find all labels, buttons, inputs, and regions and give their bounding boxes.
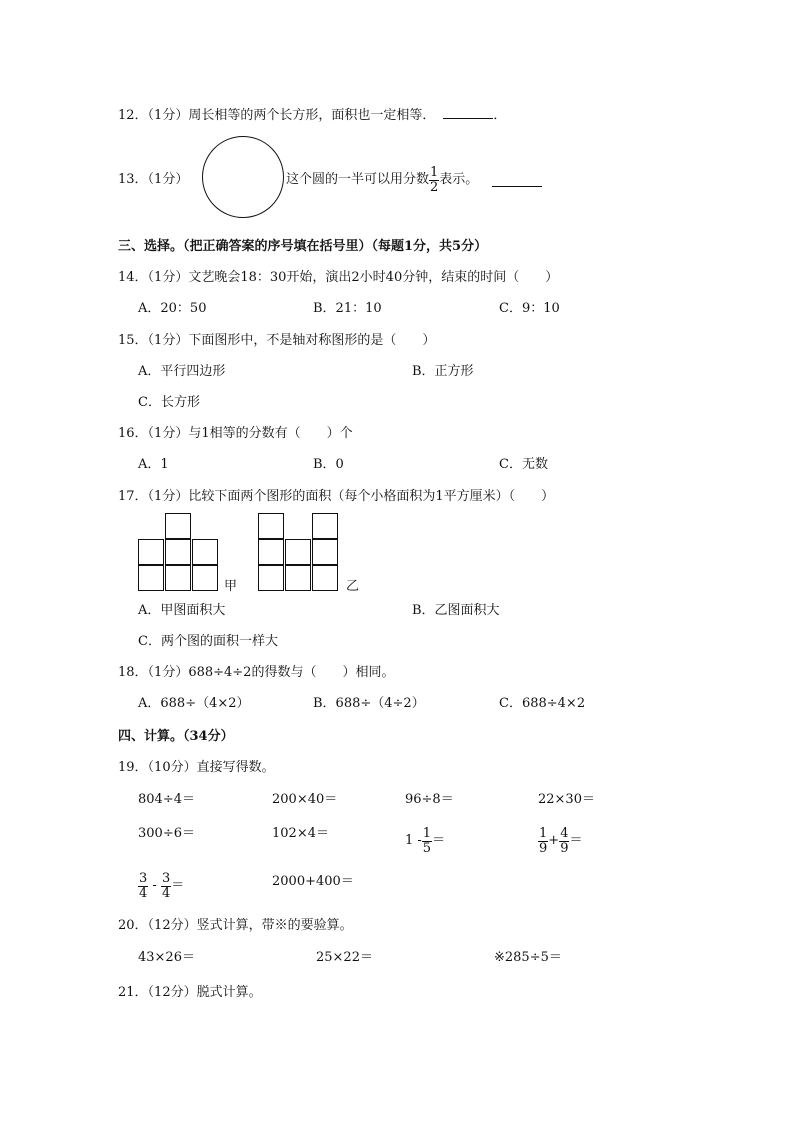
- section-heading-calc: 四、计算。（34分）: [118, 729, 234, 744]
- question-12-text: 12．（1分）周长相等的两个长方形，面积也一定相等．: [118, 108, 436, 123]
- question-13-text-end: 表示。: [439, 172, 479, 187]
- answer-blank[interactable]: [443, 106, 493, 119]
- option-a[interactable]: A．甲图面积大: [138, 603, 226, 618]
- calc-item: ※285÷5＝: [494, 950, 562, 965]
- calc-item-fraction: $\frac{1}{9}$ + $\frac{4}{9}$ ＝: [539, 825, 583, 856]
- answer-blank[interactable]: [492, 174, 542, 187]
- option-b[interactable]: B．0: [313, 457, 344, 472]
- grid-cell: [165, 539, 191, 565]
- grid-cell: [312, 565, 338, 591]
- option-b[interactable]: B．乙图面积大: [412, 603, 500, 618]
- calc-item: 300÷6＝: [138, 826, 195, 841]
- question-19: 19．（10分）直接写得数。: [118, 760, 275, 775]
- option-b[interactable]: B．21：10: [313, 301, 382, 316]
- circle-figure: [202, 136, 284, 218]
- calc-item-fraction: 1 - $\frac{1}{5}$ ＝: [405, 825, 446, 856]
- question-14: 14．（1分）文艺晚会18：30开始，演出2小时40分钟，结束的时间（ ）: [118, 270, 559, 285]
- question-18: 18．（1分）688÷4÷2的得数与（ ）相同。: [118, 665, 395, 680]
- question-13: [286, 164, 542, 196]
- option-a[interactable]: A．平行四边形: [138, 364, 226, 379]
- calc-item: 2000+400＝: [272, 874, 354, 889]
- grid-cell: [312, 539, 338, 565]
- grid-cell: [192, 539, 218, 565]
- grid-cell: [285, 565, 311, 591]
- calc-item: 102×4＝: [272, 826, 329, 841]
- question-12-end: ．: [493, 108, 507, 123]
- question-13-text: 这个圆的一半可以用分数: [286, 172, 430, 187]
- grid-cell: [138, 565, 164, 591]
- question-21: 21．（12分）脱式计算。: [118, 985, 262, 1000]
- option-b[interactable]: B．正方形: [412, 364, 474, 379]
- question-20: 20．（12分）竖式计算，带※的要验算。: [118, 918, 353, 933]
- grid-cell: [192, 565, 218, 591]
- calc-item: 96÷8＝: [405, 792, 454, 807]
- calc-item: 200×40＝: [272, 792, 338, 807]
- question-16: 16．（1分）与1相等的分数有（ ）个: [118, 426, 353, 441]
- figure-label-a: 甲: [224, 579, 238, 594]
- fraction-one-half: $\frac{1}{2}$: [430, 164, 439, 195]
- option-c[interactable]: C．688÷4×2: [499, 696, 586, 711]
- figure-label-b: 乙: [346, 579, 360, 594]
- calc-item: 43×26＝: [138, 950, 195, 965]
- section-heading-choice: 三、选择。（把正确答案的序号填在括号里）（每题1分，共5分）: [118, 239, 488, 254]
- option-a[interactable]: A．1: [138, 457, 169, 472]
- grid-cell: [165, 565, 191, 591]
- grid-cell: [258, 539, 284, 565]
- option-a[interactable]: A．688÷（4×2）: [138, 696, 250, 711]
- grid-cell: [312, 513, 338, 539]
- grid-cell: [138, 539, 164, 565]
- calc-item: 804÷4＝: [138, 792, 195, 807]
- question-12: [118, 106, 506, 124]
- calc-item-fraction: $\frac{3}{4}$ - $\frac{3}{4}$ ＝: [139, 870, 185, 901]
- grid-cell: [285, 539, 311, 565]
- grid-cell: [165, 513, 191, 539]
- grid-cell: [258, 513, 284, 539]
- option-c[interactable]: C．9：10: [499, 301, 560, 316]
- calc-item: 22×30＝: [538, 792, 595, 807]
- option-b[interactable]: B．688÷（4÷2）: [313, 696, 425, 711]
- question-13-prefix: 13．（1分）: [118, 172, 189, 187]
- question-15: 15．（1分）下面图形中，不是轴对称图形的是（ ）: [118, 333, 436, 348]
- option-c[interactable]: C．长方形: [138, 395, 200, 410]
- option-c[interactable]: C．两个图的面积一样大: [138, 634, 278, 649]
- calc-item: 25×22＝: [316, 950, 373, 965]
- grid-cell: [258, 565, 284, 591]
- question-17: 17．（1分）比较下面两个图形的面积（每个小格面积为1平方厘米）（ ）: [118, 489, 555, 504]
- option-a[interactable]: A．20：50: [138, 301, 207, 316]
- option-c[interactable]: C．无数: [499, 457, 548, 472]
